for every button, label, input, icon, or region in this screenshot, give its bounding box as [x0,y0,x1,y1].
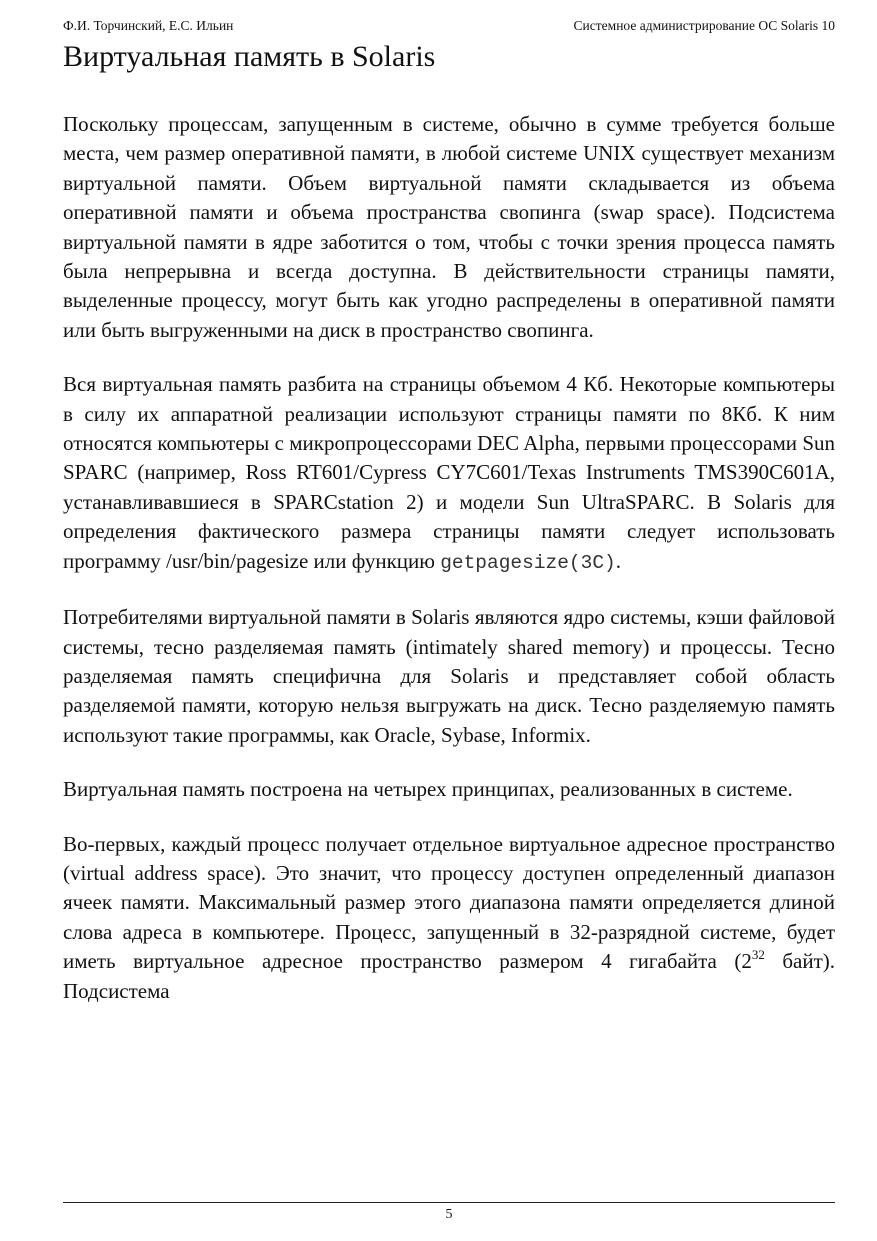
paragraph-3: Потребителями виртуальной памяти в Solaris являются ядро системы, кэши файловой системы, тесно разделяемая память (intimately shared memory) и процессы. Тесно разделяемая память специфична для Solaris и представляет собой область разделяемой памяти, которую нельзя выгружать на диск. Тесно разделяемую память используют такие программы, как Oracle, Sybase, Informix. [63,605,835,747]
footer-divider [63,1202,835,1203]
paragraph-1: Поскольку процессам, запущенным в системе, обычно в сумме требуется больше места, чем размер оперативной памяти, в любой системе UNIX существует механизм виртуальной памяти. Объем виртуальной памяти складывается из объема оперативной памяти и объема пространства свопинга (swap space). Подсистема виртуальной памяти в ядре заботится о том, чтобы с точки зрения процесса память была непрерывна и всегда доступна. В действительности страницы памяти, выделенные процессу, могут быть как угодно распределены в оперативной памяти или быть выгруженными на диск в пространство свопинга. [63,112,835,342]
header-authors: Ф.И. Торчинский, Е.С. Ильин [63,18,234,33]
code-getpagesize: getpagesize(3C) [440,551,616,574]
paragraph-5 [63,830,835,1006]
exponent-32: 32 [751,947,765,963]
paragraph-5-end: байт). Подсистема [63,949,835,1003]
paragraph-2 [63,370,835,578]
paragraph-5-text: Во-первых, каждый процесс получает отдельное виртуальное адресное пространство (virtual address space). Это значит, что процессу доступен определенный диапазон ячеек памяти. Максимальный размер этого диапазона памяти определяется длиной слова адреса в компьютере. Процесс, запущенный в 32-разрядной системе, будет иметь виртуальное адресное пространство размером 4 гигабайта (2 [63,831,835,974]
paragraph-2-end: . [615,548,621,573]
paragraph-4: Виртуальная память построена на четырех принципах, реализованных в системе. [63,777,793,802]
page-number: 5 [445,1207,453,1222]
section-body [63,110,835,1031]
document-page [63,0,835,1241]
paragraph-2-text: Вся виртуальная память разбита на страницы объемом 4 Кб. Некоторые компьютеры в силу их аппаратной реализации используют страницы памяти по 8Кб. К ним относятся компьютеры с микропроцессорами DEC Alpha, первыми процессорами Sun SPARC (например, Ross RT601/Cypress CY7C601/Texas Instruments TMS390C601A, устанавливавшиеся в SPARCstation 2) и модели Sun UltraSPARC. В Solaris для определения фактического размера страницы памяти следует использовать программу /usr/bin/pagesize или функцию [63,372,835,573]
section-title: Виртуальная память в Solaris [63,40,436,73]
header-book-title: Системное администрирование ОС Solaris 10 [573,18,835,33]
running-header [63,18,835,34]
